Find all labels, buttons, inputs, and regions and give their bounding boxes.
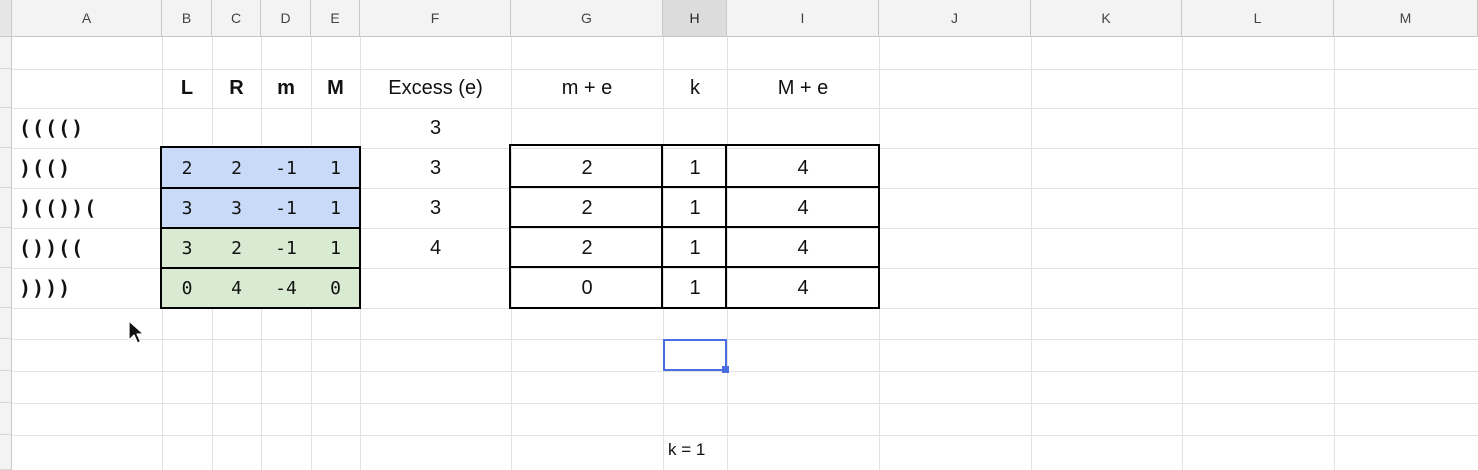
k-cell[interactable]: 1	[689, 156, 701, 179]
row-header[interactable]	[0, 339, 12, 371]
big-m-value-cell[interactable]: 0	[330, 277, 341, 299]
column-header-i[interactable]: I	[727, 0, 879, 37]
table-border-line	[661, 144, 663, 308]
gridline	[12, 308, 1478, 309]
row-header[interactable]	[0, 228, 12, 268]
m-plus-e-cell[interactable]: 0	[581, 276, 593, 299]
k-cell[interactable]: 1	[689, 236, 701, 259]
paren-string-cell[interactable]: (((()	[19, 116, 85, 140]
row-header[interactable]	[0, 37, 12, 69]
excess-cell[interactable]: 4	[429, 236, 442, 259]
big-m-plus-e-cell[interactable]: 4	[797, 276, 809, 299]
row-header[interactable]	[0, 148, 12, 188]
table-border-line	[509, 266, 879, 268]
table-border-line	[160, 187, 360, 189]
l-value-cell[interactable]: 2	[181, 157, 193, 179]
excess-cell[interactable]: 3	[429, 116, 442, 139]
m-plus-e-cell[interactable]: 2	[581, 156, 593, 179]
row-header[interactable]	[0, 371, 12, 403]
header-excess[interactable]: Excess (e)	[388, 77, 483, 99]
table-border-line	[725, 144, 727, 308]
column-header-k[interactable]: K	[1031, 0, 1182, 37]
paren-string-cell[interactable]: )(())(	[19, 196, 98, 220]
column-header-h[interactable]: H	[663, 0, 727, 37]
r-value-cell[interactable]: 2	[231, 157, 242, 179]
column-header-g[interactable]: G	[511, 0, 663, 37]
gridline	[1334, 37, 1335, 470]
header-r[interactable]: R	[229, 77, 244, 99]
r-value-cell[interactable]: 2	[231, 237, 242, 259]
table-border-line	[160, 227, 360, 229]
paren-string-cell[interactable]: ))))	[19, 276, 72, 300]
row-header[interactable]	[0, 188, 12, 228]
column-header-b[interactable]: B	[162, 0, 212, 37]
header-l[interactable]: L	[180, 77, 194, 99]
r-value-cell[interactable]: 3	[231, 197, 242, 219]
row-header[interactable]	[0, 108, 12, 148]
excess-cell[interactable]: 3	[429, 156, 442, 179]
excess-cell[interactable]: 3	[429, 196, 442, 219]
row-header[interactable]	[0, 403, 12, 435]
header-big-m-plus-e[interactable]: M + e	[777, 77, 829, 99]
row-header[interactable]	[0, 268, 12, 308]
k-note-text[interactable]: k = 1	[668, 440, 706, 459]
header-m-upper[interactable]: M	[327, 77, 344, 99]
gridline	[12, 403, 1478, 404]
m-value-cell[interactable]: -1	[275, 157, 297, 179]
m-plus-e-cell[interactable]: 2	[581, 196, 593, 219]
big-m-value-cell[interactable]: 1	[330, 237, 341, 259]
big-m-plus-e-cell[interactable]: 4	[797, 236, 809, 259]
mouse-cursor-icon	[128, 320, 146, 346]
gridline	[12, 108, 1478, 109]
l-value-cell[interactable]: 3	[181, 237, 193, 259]
column-header-l[interactable]: L	[1182, 0, 1334, 37]
column-header-j[interactable]: J	[879, 0, 1031, 37]
r-value-cell[interactable]: 4	[231, 277, 242, 299]
l-value-cell[interactable]: 3	[181, 197, 193, 219]
k-cell[interactable]: 1	[689, 276, 701, 299]
select-all-corner[interactable]	[0, 0, 12, 37]
column-header-c[interactable]: C	[212, 0, 261, 37]
row-header[interactable]	[0, 308, 12, 339]
column-header-e[interactable]: E	[311, 0, 360, 37]
column-header-a[interactable]: A	[12, 0, 162, 37]
m-value-cell[interactable]: -1	[275, 197, 297, 219]
big-m-plus-e-cell[interactable]: 4	[797, 156, 809, 179]
table-border-line	[509, 226, 879, 228]
gridline	[12, 371, 1478, 372]
m-value-cell[interactable]: -4	[275, 277, 297, 299]
gridline	[12, 435, 1478, 436]
m-plus-e-cell[interactable]: 2	[581, 236, 593, 259]
gridline	[1031, 37, 1032, 470]
row-header[interactable]	[0, 69, 12, 108]
gridline	[1182, 37, 1183, 470]
m-value-cell[interactable]: -1	[275, 237, 297, 259]
selected-cell[interactable]	[663, 339, 727, 371]
l-value-cell[interactable]: 0	[181, 277, 193, 299]
table-border-line	[509, 186, 879, 188]
column-header-f[interactable]: F	[360, 0, 511, 37]
paren-string-cell[interactable]: )(()	[19, 156, 72, 180]
fill-handle[interactable]	[722, 366, 729, 373]
big-m-value-cell[interactable]: 1	[330, 157, 341, 179]
header-m-plus-e[interactable]: m + e	[561, 77, 613, 99]
k-cell[interactable]: 1	[689, 196, 701, 219]
big-m-value-cell[interactable]: 1	[330, 197, 341, 219]
row-header[interactable]	[0, 435, 12, 470]
gridline	[879, 37, 880, 470]
paren-string-cell[interactable]: ())((	[19, 236, 85, 260]
column-header-m[interactable]: M	[1334, 0, 1478, 37]
big-m-plus-e-cell[interactable]: 4	[797, 196, 809, 219]
column-header-d[interactable]: D	[261, 0, 311, 37]
header-k[interactable]: k	[690, 77, 700, 99]
table-border-line	[160, 267, 360, 269]
header-m-lower[interactable]: m	[277, 77, 295, 99]
gridline	[12, 339, 1478, 340]
